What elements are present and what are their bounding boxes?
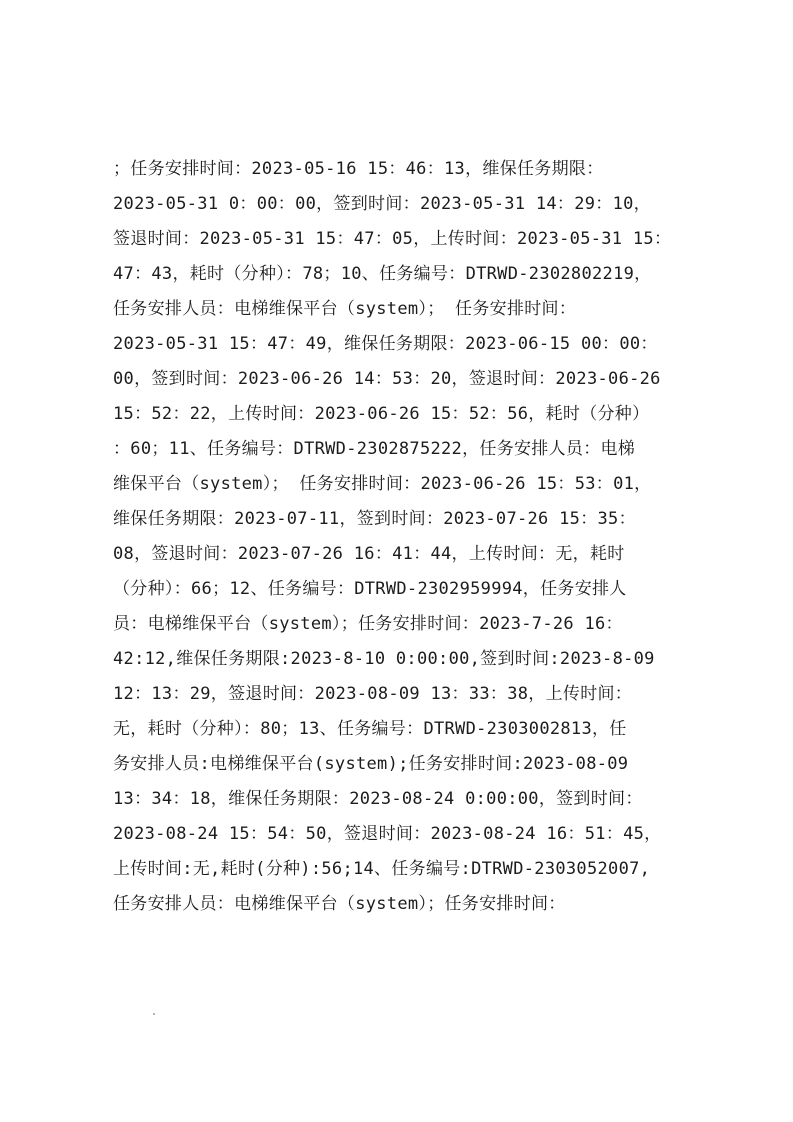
text-line: 签退时间：2023-05-31 15：47：05，上传时间：2023-05-31 15： — [113, 229, 672, 249]
text-line: 00，签到时间：2023-06-26 14：53：20，签退时间：2023-06-26 — [113, 369, 661, 389]
scan-speck — [153, 1013, 155, 1015]
text-line: ：60；11、任务编号：DTRWD-2302875222，任务安排人员：电梯 — [113, 439, 636, 459]
text-line: 任务安排人员：电梯维保平台（system）； 任务安排时间： — [113, 299, 577, 319]
text-line: 47：43，耗时（分种）：78；10、任务编号：DTRWD-2302802219， — [113, 264, 652, 284]
text-line: ；任务安排时间：2023-05-16 15：46：13，维保任务期限： — [113, 159, 604, 179]
text-line: 2023-08-24 15：54：50，签退时间：2023-08-24 16：51：45， — [113, 824, 662, 844]
text-line: 维保平台（system）； 任务安排时间：2023-06-26 15：53：01， — [113, 474, 652, 494]
text-line: （分种）：66；12、任务编号：DTRWD-2302959994，任务安排人 — [113, 579, 627, 599]
text-line: 2023-05-31 15：47：49，维保任务期限：2023-06-15 00：00： — [113, 334, 658, 354]
text-line: 42:12,维保任务期限:2023-8-10 0:00:00,签到时间:2023-8-09 — [113, 649, 655, 669]
document-body — [113, 152, 698, 922]
text-line: 08，签退时间：2023-07-26 16：41：44，上传时间：无，耗时 — [113, 544, 625, 564]
text-line: 2023-05-31 0：00：00，签到时间：2023-05-31 14：29：10， — [113, 194, 651, 214]
text-line: 12：13：29，签退时间：2023-08-09 13：33：38，上传时间： — [113, 684, 633, 704]
text-line: 13：34：18，维保任务期限：2023-08-24 0:00:00，签到时间： — [113, 789, 643, 809]
text-line: 任务安排人员：电梯维保平台（system）；任务安排时间： — [113, 894, 566, 914]
text-line: 务安排人员:电梯维保平台(system);任务安排时间:2023-08-09 — [113, 754, 629, 774]
text-line: 员：电梯维保平台（system）；任务安排时间：2023-7-26 16： — [113, 614, 623, 634]
text-line: 15：52：22，上传时间：2023-06-26 15：52：56，耗时（分种） — [113, 404, 650, 424]
text-line: 无，耗时（分种）：80；13、任务编号：DTRWD-2303002813，任 — [113, 719, 627, 739]
text-line: 上传时间:无,耗时(分种):56;14、任务编号:DTRWD-2303052007, — [113, 859, 651, 879]
text-line: 维保任务期限：2023-07-11，签到时间：2023-07-26 15：35： — [113, 509, 636, 529]
